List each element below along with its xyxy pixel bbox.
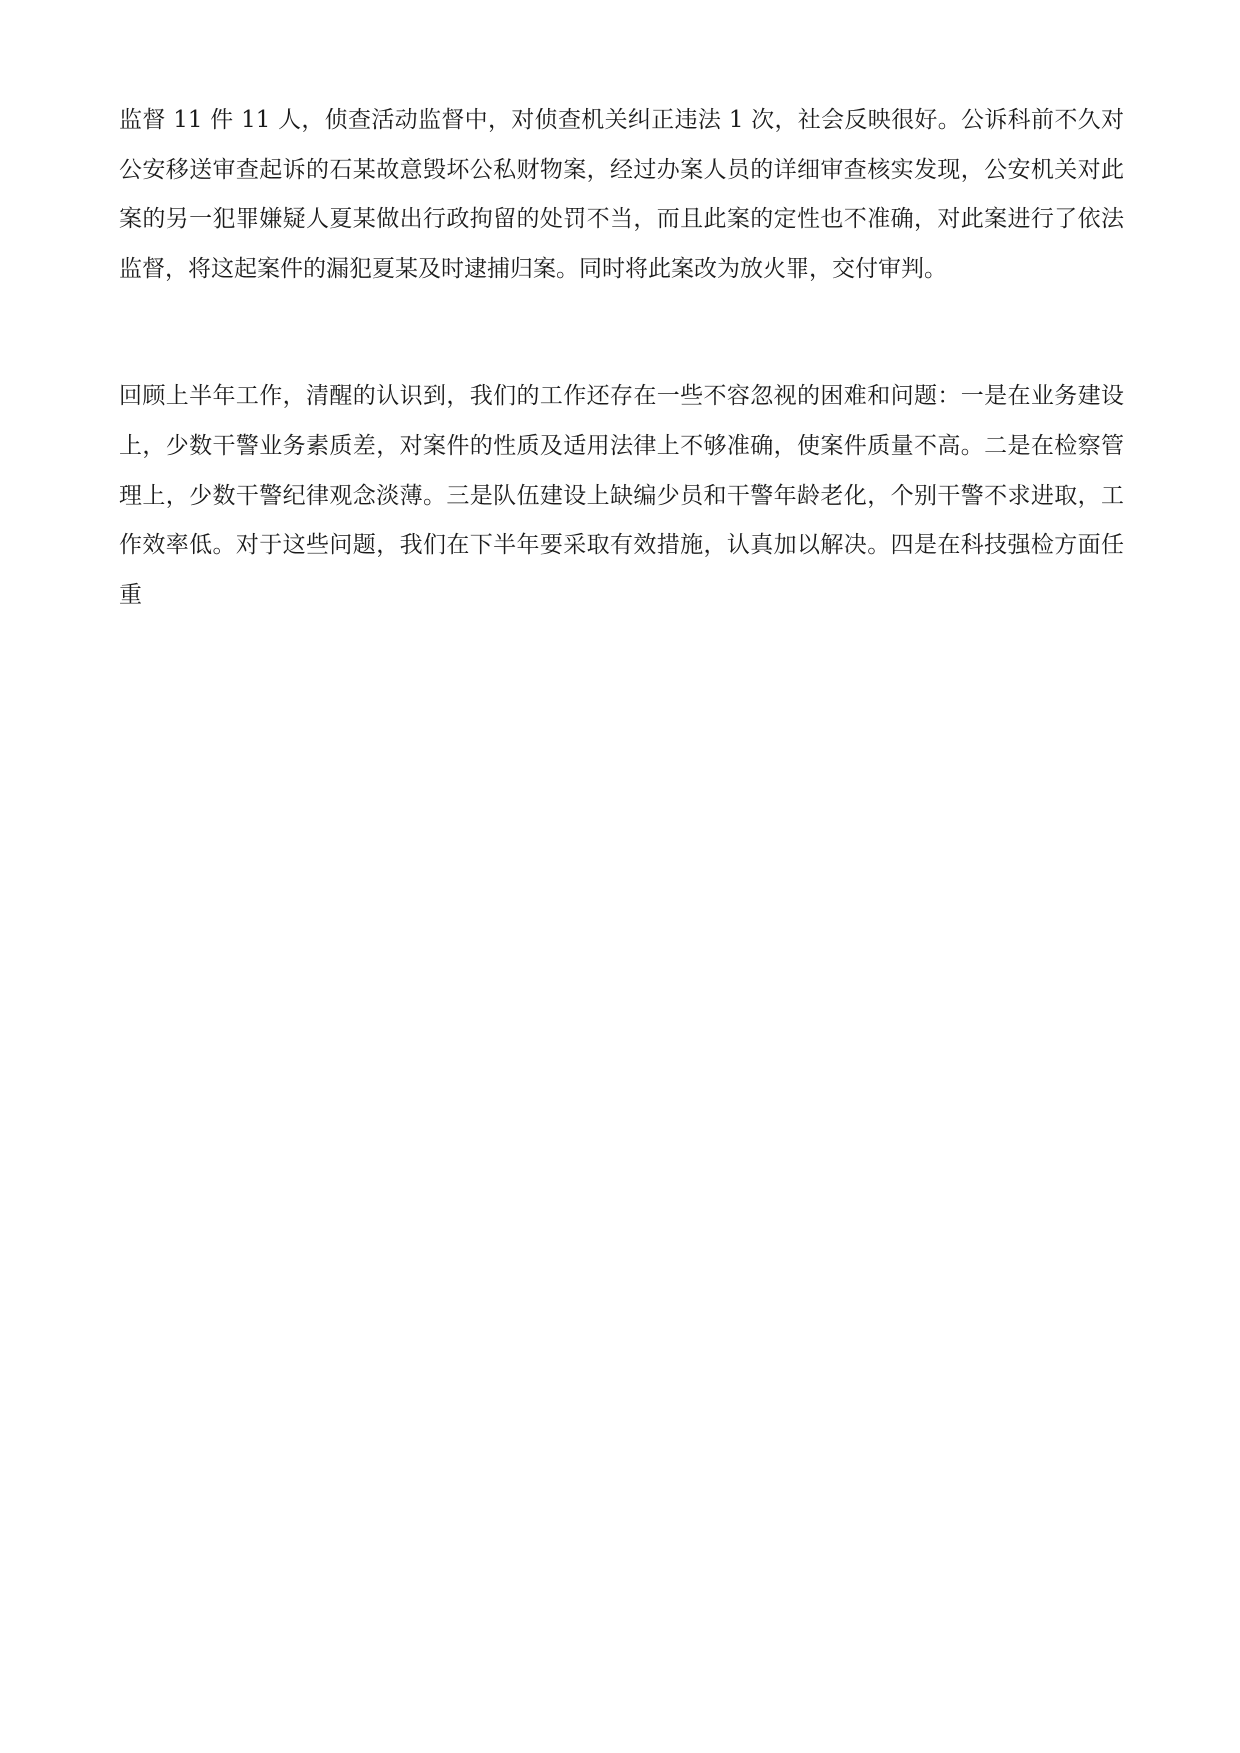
- paragraph-supervision-cases: 监督 11 件 11 人，侦查活动监督中，对侦查机关纠正违法 1 次，社会反映很好。公诉科前不久对公安移送审查起诉的石某故意毁坏公私财物案，经过办案人员的详细审查核实发现，公安机关对此案的另一犯罪嫌疑人夏某做出行政拘留的处罚不当，而且此案的定性也不准确，对此案进行了依法监督，将这起案件的漏犯夏某及时逮捕归案。同时将此案改为放火罪，交付审判。: [119, 107, 1124, 282]
- paragraph-review-problems: 回顾上半年工作，清醒的认识到，我们的工作还存在一些不容忽视的困难和问题：一是在业务建设上，少数干警业务素质差，对案件的性质及适用法律上不够准确，使案件质量不高。二是在检察管理上，少数干警纪律观念淡薄。三是队伍建设上缺编少员和干警年龄老化，个别干警不求进取，工作效率低。对于这些问题，我们在下半年要采取有效措施，认真加以解决。四是在科技强检方面任重: [119, 383, 1124, 608]
- document-body: [119, 96, 1124, 620]
